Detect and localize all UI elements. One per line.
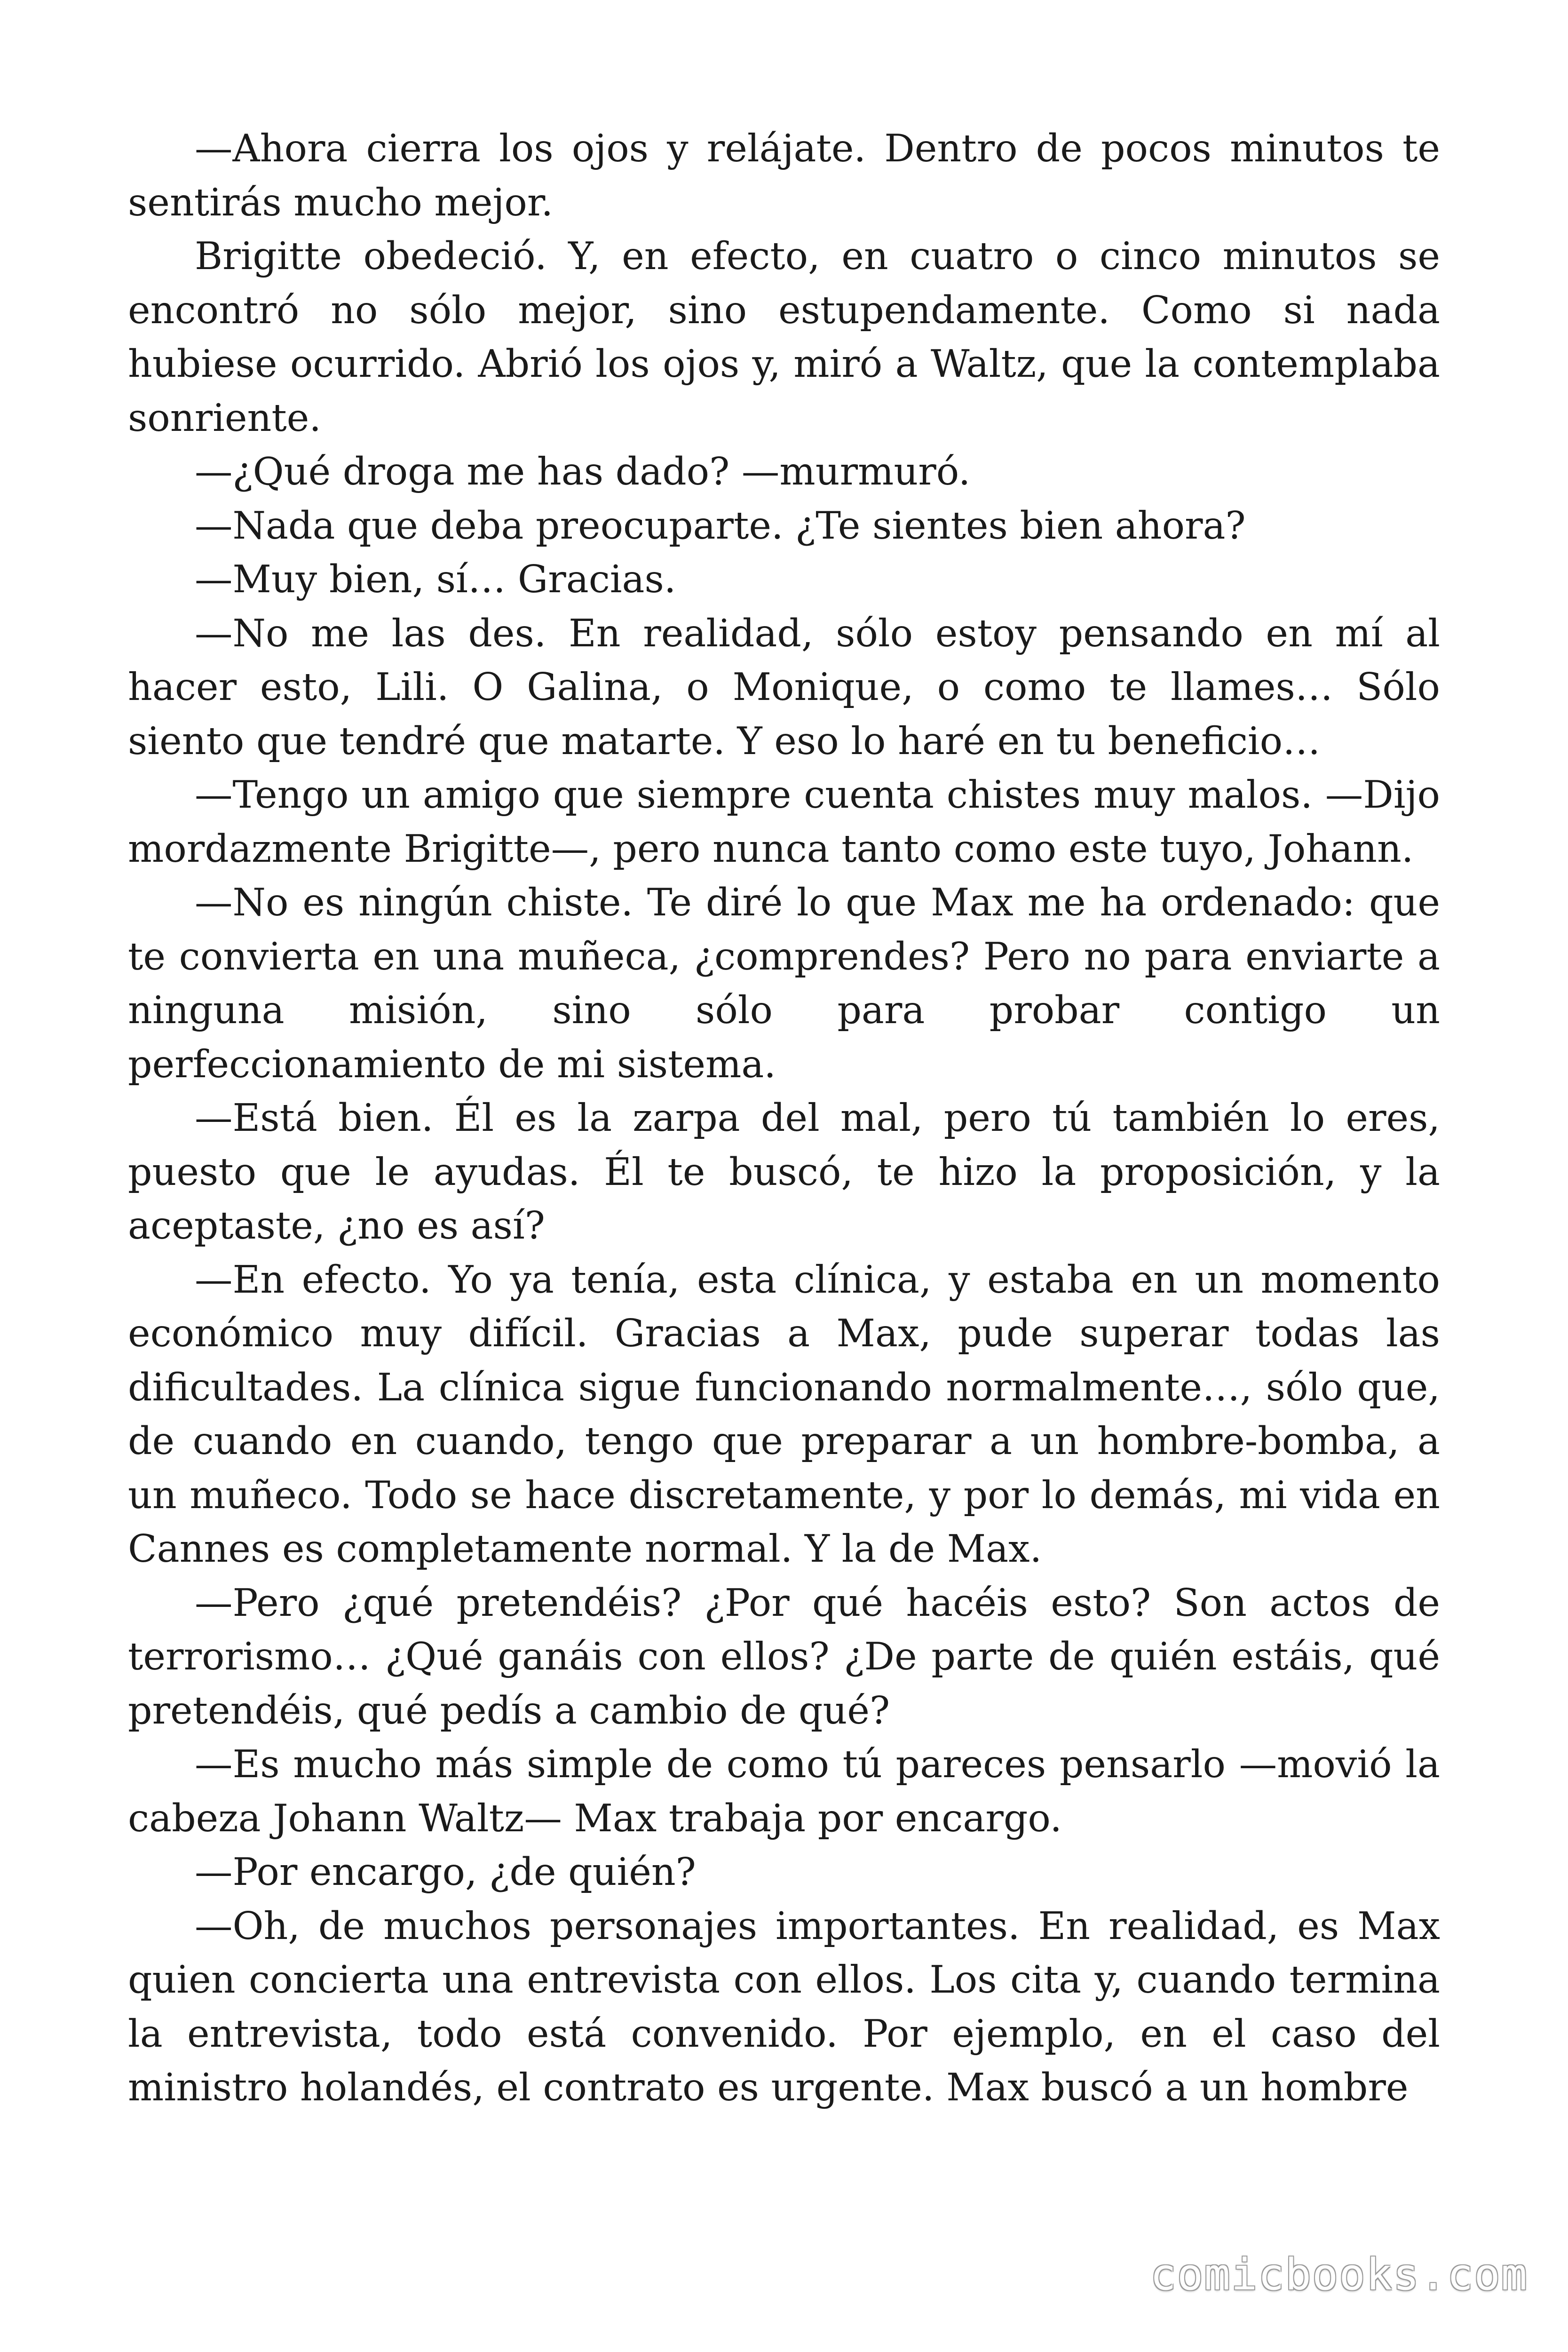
paragraph: —Es mucho más simple de como tú pareces pensarlo —movió la cabeza Johann Waltz— Max trabaja por encargo. [128,1742,1440,1840]
paragraph: Brigitte obedeció. Y, en efecto, en cuatro o cinco minutos se encontró no sólo mejor, sino estupendamente. Como si nada hubiese ocurrido. Abrió los ojos y, miró a Waltz, que la contemplaba sonriente. [128,234,1440,440]
paragraph: —No es ningún chiste. Te diré lo que Max me ha ordenado: que te convierta en una muñeca, ¿comprendes? Pero no para enviarte a ninguna misión, sino sólo para probar contigo un perfeccionamiento de mi sistema. [128,880,1440,1086]
paragraph: —Pero ¿qué pretendéis? ¿Por qué hacéis esto? Son actos de terrorismo… ¿Qué ganáis con ellos? ¿De parte de quién estáis, qué pretendéis, qué pedís a cambio de qué? [128,1580,1440,1732]
paragraph: —Muy bien, sí… Gracias. [195,557,676,601]
paragraph: —¿Qué droga me has dado? —murmuró. [195,449,971,493]
watermark: comicbooks.com [1150,2249,1528,2300]
paragraph: —Está bien. Él es la zarpa del mal, pero tú también lo eres, puesto que le ayudas. Él te buscó, te hizo la proposición, y la aceptaste, ¿no es así? [128,1096,1440,1248]
paragraph: —Oh, de muchos personajes importantes. En realidad, es Max quien concierta una entrevista con ellos. Los cita y, cuando termina la entrevista, todo está convenido. Por ejemplo, en el caso del ministro holandés, el contrato es urgente. Max buscó a un hombre [128,1903,1440,2109]
paragraph: —En efecto. Yo ya tenía, esta clínica, y estaba en un momento económico muy difícil. Gracias a Max, pude superar todas las dificultades. La clínica sigue funcionando normalmente…, sólo que, de cuando en cuando, tengo que preparar a un hombre-bomba, a un muñeco. Todo se hace discretamente, y por lo demás, mi vida en Cannes es completamente normal. Y la de Max. [128,1257,1440,1571]
paragraph: —Por encargo, ¿de quién? [195,1850,696,1894]
paragraph: —No me las des. En realidad, sólo estoy pensando en mí al hacer esto, Lili. O Galina, o Monique, o como te llames… Sólo siento que tendré que matarte. Y eso lo haré en tu beneficio… [128,611,1440,763]
paragraph: —Tengo un amigo que siempre cuenta chistes muy malos. —Dijo mordazmente Brigitte—, pero nunca tanto como este tuyo, Johann. [128,772,1440,871]
paragraph: —Ahora cierra los ojos y relájate. Dentro de pocos minutos te sentirás mucho mejor. [128,126,1440,224]
body-text [128,121,1440,2114]
paragraph: —Nada que deba preocuparte. ¿Te sientes bien ahora? [195,503,1246,548]
